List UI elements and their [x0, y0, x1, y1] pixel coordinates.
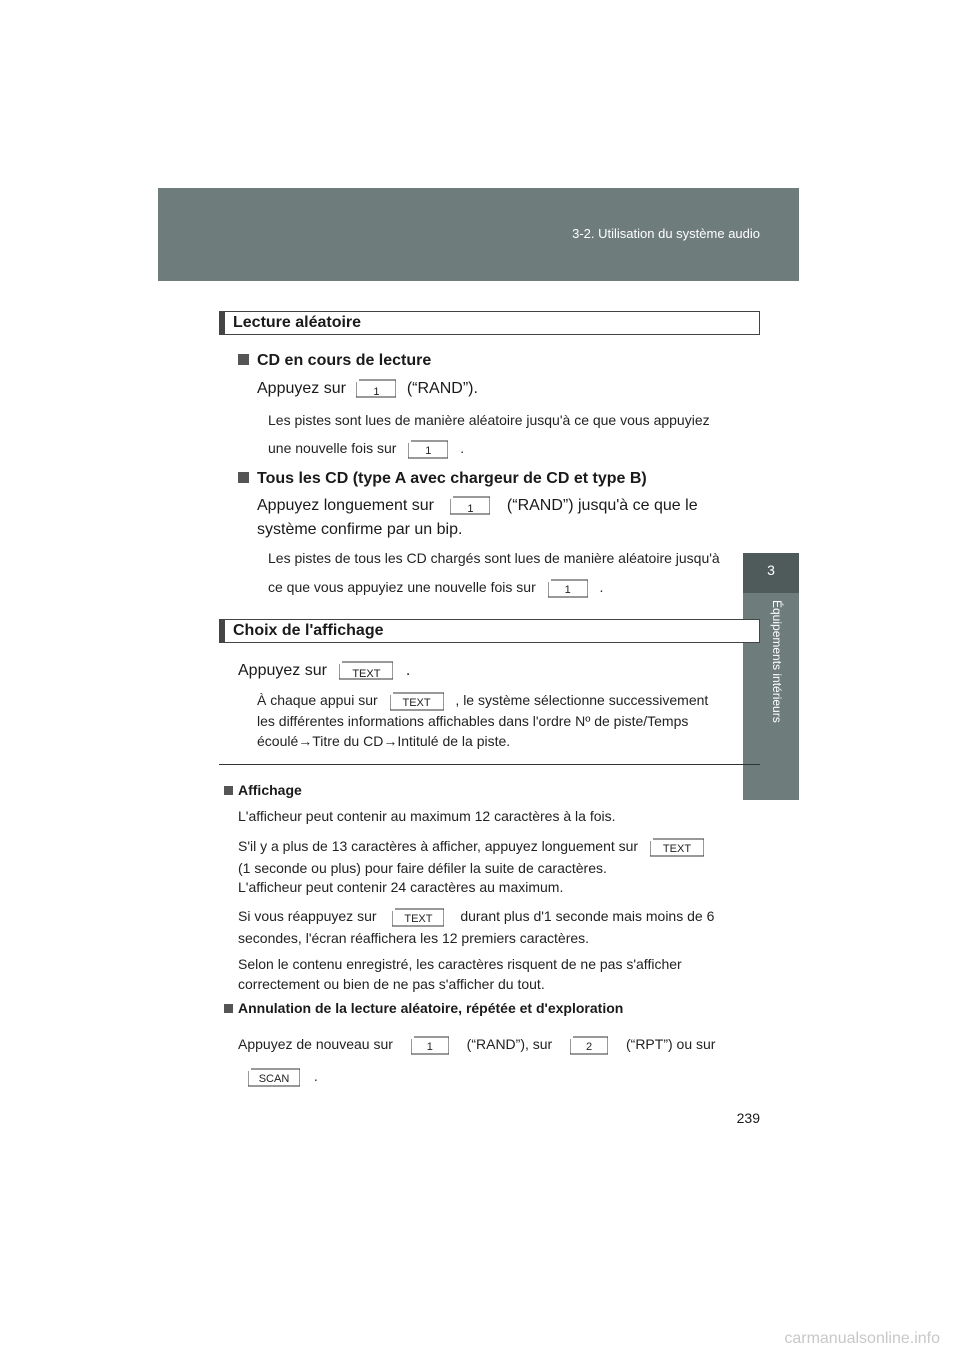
- arrow-right-icon: →: [383, 733, 398, 749]
- item-heading-cd: CD en cours de lecture: [238, 352, 738, 370]
- scan-button[interactable]: SCAN: [248, 1068, 300, 1087]
- preset-1-button[interactable]: 1: [408, 440, 448, 459]
- instruction-line: Appuyez longuement sur 1 (“RAND”) jusqu'à ce que le: [257, 497, 698, 516]
- note-line: Si vous réappuyez sur TEXT durant plus d'1 seconde mais moins de 6: [238, 908, 715, 925]
- detail-line: une nouvelle fois sur 1 .: [268, 440, 465, 457]
- detail-line: Les pistes sont lues de manière aléatoire jusqu'à ce que vous appuyiez: [268, 412, 710, 428]
- instruction-line: Appuyez sur 1 (“RAND”).: [257, 380, 478, 399]
- breadcrumb: 3-2. Utilisation du système audio: [572, 226, 760, 241]
- detail-line: ce que vous appuyiez une nouvelle fois sur 1 .: [268, 579, 604, 596]
- preset-1-button[interactable]: 1: [548, 579, 588, 598]
- note-line: correctement ou bien de ne pas s'afficher du tout.: [238, 976, 545, 992]
- section-title-text: Lecture aléatoire: [233, 314, 362, 331]
- chapter-number: 3: [767, 562, 775, 578]
- note-line: Selon le contenu enregistré, les caractères risquent de ne pas s'afficher: [238, 956, 682, 972]
- page-number: 239: [736, 1110, 760, 1126]
- note-heading-display: Affichage: [224, 782, 724, 798]
- preset-1-button[interactable]: 1: [411, 1036, 449, 1055]
- text-button[interactable]: TEXT: [390, 692, 444, 711]
- section-title-random: [219, 311, 760, 335]
- note-line: L'afficheur peut contenir 24 caractères au maximum.: [238, 879, 564, 895]
- preset-1-button[interactable]: 1: [450, 496, 490, 515]
- detail-line: Les pistes de tous les CD chargés sont lues de manière aléatoire jusqu'à: [268, 550, 720, 566]
- watermark: carmanualsonline.info: [784, 1330, 940, 1347]
- note-line: secondes, l'écran réaffichera les 12 premiers caractères.: [238, 930, 590, 946]
- item-heading-all-cd: Tous les CD (type A avec chargeur de CD et type B): [238, 470, 748, 488]
- bullet-square-icon: [238, 472, 249, 483]
- detail-line: À chaque appui sur TEXT , le système sélectionne successivement: [257, 692, 709, 709]
- bullet-square-icon: [238, 354, 249, 365]
- preset-1-button[interactable]: 1: [356, 379, 396, 398]
- note-line: (1 seconde ou plus) pour faire défiler la suite de caractères.: [238, 860, 607, 876]
- preset-2-button[interactable]: 2: [570, 1036, 608, 1055]
- text-button[interactable]: TEXT: [650, 838, 704, 857]
- bullet-square-icon: [224, 786, 233, 795]
- instruction-line: Appuyez sur TEXT .: [238, 662, 411, 681]
- instruction-line: système confirme par un bip.: [257, 521, 463, 538]
- arrow-right-icon: →: [298, 733, 313, 749]
- note-line: L'afficheur peut contenir au maximum 12 caractères à la fois.: [238, 808, 616, 824]
- detail-line: écoulé→Titre du CD→Intitulé de la piste.: [257, 733, 511, 749]
- note-line: S'il y a plus de 13 caractères à afficher, appuyez longuement sur TEXT: [238, 836, 758, 857]
- divider-rule: [219, 764, 760, 765]
- note-line: Appuyez de nouveau sur 1 (“RAND”), sur 2 (“RPT”) ou sur: [238, 1036, 716, 1053]
- note-heading-cancel: Annulation de la lecture aléatoire, répétée et d'exploration: [224, 1000, 744, 1016]
- detail-line: les différentes informations affichables dans l'ordre Nº de piste/Temps: [257, 713, 689, 729]
- chapter-label: Équipements intérieurs: [770, 600, 784, 723]
- section-title-text: Choix de l'affichage: [233, 622, 384, 639]
- bullet-square-icon: [224, 1004, 233, 1013]
- text-button[interactable]: TEXT: [392, 908, 444, 927]
- text-button[interactable]: TEXT: [339, 661, 393, 680]
- note-line: SCAN .: [248, 1066, 448, 1087]
- section-title-display: [219, 619, 760, 643]
